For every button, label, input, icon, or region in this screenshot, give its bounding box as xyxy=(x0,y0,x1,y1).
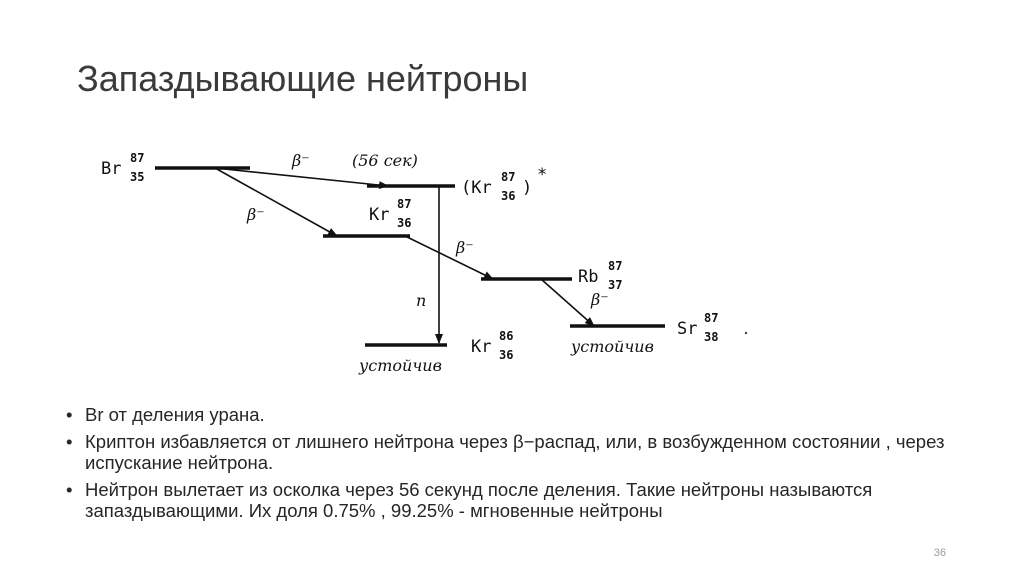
node-z-br: 35 xyxy=(130,170,145,184)
node-z-kr86: 36 xyxy=(499,348,514,362)
node-mass-kr86: 86 xyxy=(499,329,514,343)
beta-label-2: β⁻ xyxy=(247,205,265,224)
bullet-item-3 xyxy=(66,479,986,521)
beta-label-1: β⁻ xyxy=(292,151,310,170)
half-life-label: (56 сек) xyxy=(352,151,418,170)
stable-label-kr86: устойчив xyxy=(359,356,442,375)
bullet-marker: • xyxy=(66,431,73,452)
beta-label-4: β⁻ xyxy=(591,290,609,309)
stable-label-sr87: устойчив xyxy=(571,337,654,356)
bullet-text-2: Криптон избавляется от лишнего нейтрона через β−распад, или, в возбужденном состоянии , через испускание нейтрона. xyxy=(85,431,945,473)
node-mass-rb: 87 xyxy=(608,259,623,273)
node-mass-sr: 87 xyxy=(704,311,719,325)
node-z-sr: 38 xyxy=(704,330,719,344)
node-mass-br: 87 xyxy=(130,151,145,165)
node-label-sr: Sr xyxy=(677,319,698,339)
beta-label-3: β⁻ xyxy=(456,238,474,257)
stray-dot xyxy=(745,332,747,334)
node-z-kr: 36 xyxy=(397,216,412,230)
node-mass-kr-excited: 87 xyxy=(501,170,516,184)
node-suffix-kr-excited: ) xyxy=(522,178,533,198)
beta-arrow-kr-to-rb xyxy=(405,236,493,279)
node-label-kr86: Kr xyxy=(471,337,492,357)
bullet-item-1 xyxy=(66,404,986,425)
bullet-text-1: Br от деления урана. xyxy=(85,404,265,425)
node-label-kr: Kr xyxy=(369,205,390,225)
bullet-item-2 xyxy=(66,431,986,473)
node-mass-kr: 87 xyxy=(397,197,412,211)
slide-title: Запаздывающие нейтроны xyxy=(77,58,529,99)
node-star-kr-excited: * xyxy=(537,165,548,185)
neutron-label: n xyxy=(416,291,427,310)
node-z-rb: 37 xyxy=(608,278,623,292)
node-label-rb: Rb xyxy=(578,267,599,287)
node-label-kr-excited: (Kr xyxy=(461,178,492,198)
page-number: 36 xyxy=(933,547,946,559)
bullet-text-3: Нейтрон вылетает из осколка через 56 секунд после деления. Такие нейтроны называются запаздывающими. Их доля 0.75% , 99.25% - мгновенные нейтроны xyxy=(85,479,873,521)
node-z-kr-excited: 36 xyxy=(501,189,516,203)
bullet-marker: • xyxy=(66,404,73,425)
node-label-br: Br xyxy=(101,159,122,179)
bullet-list xyxy=(66,404,986,527)
bullet-marker: • xyxy=(66,479,73,500)
